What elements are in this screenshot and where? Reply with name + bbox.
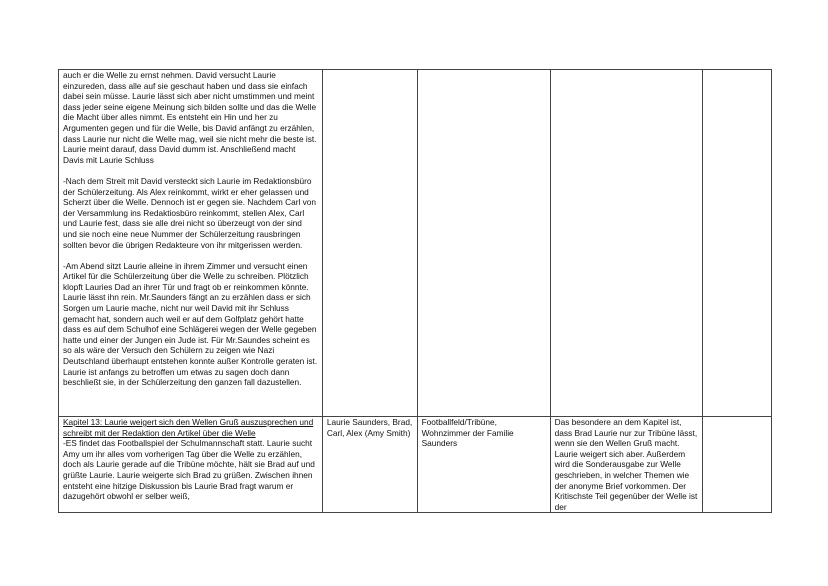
paragraph: -Am Abend sitzt Laurie alleine in ihrem Zimmer und versucht einen Artikel für die Schülerzeitung über die Welle zu schreiben. Plötzlich klopft Lauries Dad an ihrer Tür und fragt ob er reinkommen könnte. Laurie lässt ihn rein. Mr.Saunders fängt an zu erzählen dass er sich Sorgen um Laurie mache, nicht nur weil David mit ihr Schluss gemacht hat, sondern auch weil er auf dem Golfplatz gehört hatte dass es auf dem Schulhof eine Schlägerei wegen der Welle gegeben hatte und einer der Jungen ein Jude ist. Für Mr.Saundes scheint es so als wäre der Versuch den Schülern zu zeigen wie Nazi Deutschland überhaupt entstehen konnte außer Kontrolle geraten ist. Laurie ist anfangs zu betroffen um etwas zu sagen doch dann beschließt sie, in der Schülerzeitung den ganzen fall dazustellen.	[63, 260, 318, 388]
notes-cell	[550, 417, 702, 513]
summary-cell	[59, 70, 323, 417]
extra-cell	[702, 70, 771, 417]
summary-cell	[59, 417, 323, 513]
notes-text: Das besondere an dem Kapitel ist, dass Brad Laurie nur zur Tribüne lässt, wenn sie den Wellen Gruß macht. Laurie weigert sich aber. Außerdem wird die Sonderausgabe zur Welle geschrieben, in welcher Themen wie der anonyme Brief vorkommen. Der Kritischste Teil gegenüber der Welle ist der	[554, 417, 698, 512]
paragraph: -ES findet das Footballspiel der Schulmannschaft statt. Laurie sucht Amy um ihr alles vom vorherigen Tag über die Welle zu erzählen, doch als Laurie gerade auf die Tribüne möchte, hält sie Brad auf und grüßte Laurie. Laurie weigerte sich Brad zu grüßen. Zwischen ihnen entsteht eine hitzige Diskussion bis Laurie Brad fragt warum er dazugehört obwohl er selber weiß,	[63, 438, 315, 502]
notes-cell	[550, 70, 702, 417]
summary-table	[58, 69, 772, 513]
chapter-title: Kapitel 13: Laurie weigert sich den Wellen Gruß auszusprechen und schreibt mit der Redaktion den Artikel über die Welle	[63, 417, 314, 438]
characters-cell	[322, 70, 417, 417]
places-text: Footballfeld/Tribüne, Wohnzimmer der Familie Saunders	[421, 417, 514, 449]
extra-cell	[702, 417, 771, 513]
table-row	[59, 417, 772, 513]
characters-text: Laurie Saunders, Brad, Carl, Alex (Amy Smith)	[326, 417, 413, 438]
characters-cell	[322, 417, 417, 513]
table-row	[59, 70, 772, 417]
places-cell	[417, 417, 550, 513]
paragraph: -Nach dem Streit mit David versteckt sich Laurie im Redaktionsbüro der Schülerzeitung. Als Alex reinkommt, wirkt er eher gelassen und Scherzt über die Welle. Dennoch ist er gegen sie. Nachdem Carl von der Versammlung ins Redaktiosbüro reinkommt, stellen Alex, Carl und Laurie fest, dass sie alle drei nicht so überzeugt von der sind und sie noch eine neue Nummer der Schülerzeitung rausbringen sollten bevor die übrigen Redakteure von ihr mitgerissen werden.	[63, 175, 317, 250]
paragraph: auch er die Welle zu ernst nehmen. David versucht Laurie einzureden, dass alle auf sie geschaut haben und dass sie einfach dabei sein müsse. Laurie lässt sich aber nicht umstimmen und meint dass jeder seine eigene Meinung sich bilden sollte und das die Welle die Macht über alles nimmt. Es entsteht ein Hin und her zu Argumenten gegen und für die Welle, bis David anfängt zu erzählen, dass Laurie nur nicht die Welle mag, weil sie nicht mehr die beste ist. Laurie meint darauf, dass David dumm ist. Anschließend macht Davis mit Laurie Schluss	[63, 70, 317, 165]
places-cell	[417, 70, 550, 417]
